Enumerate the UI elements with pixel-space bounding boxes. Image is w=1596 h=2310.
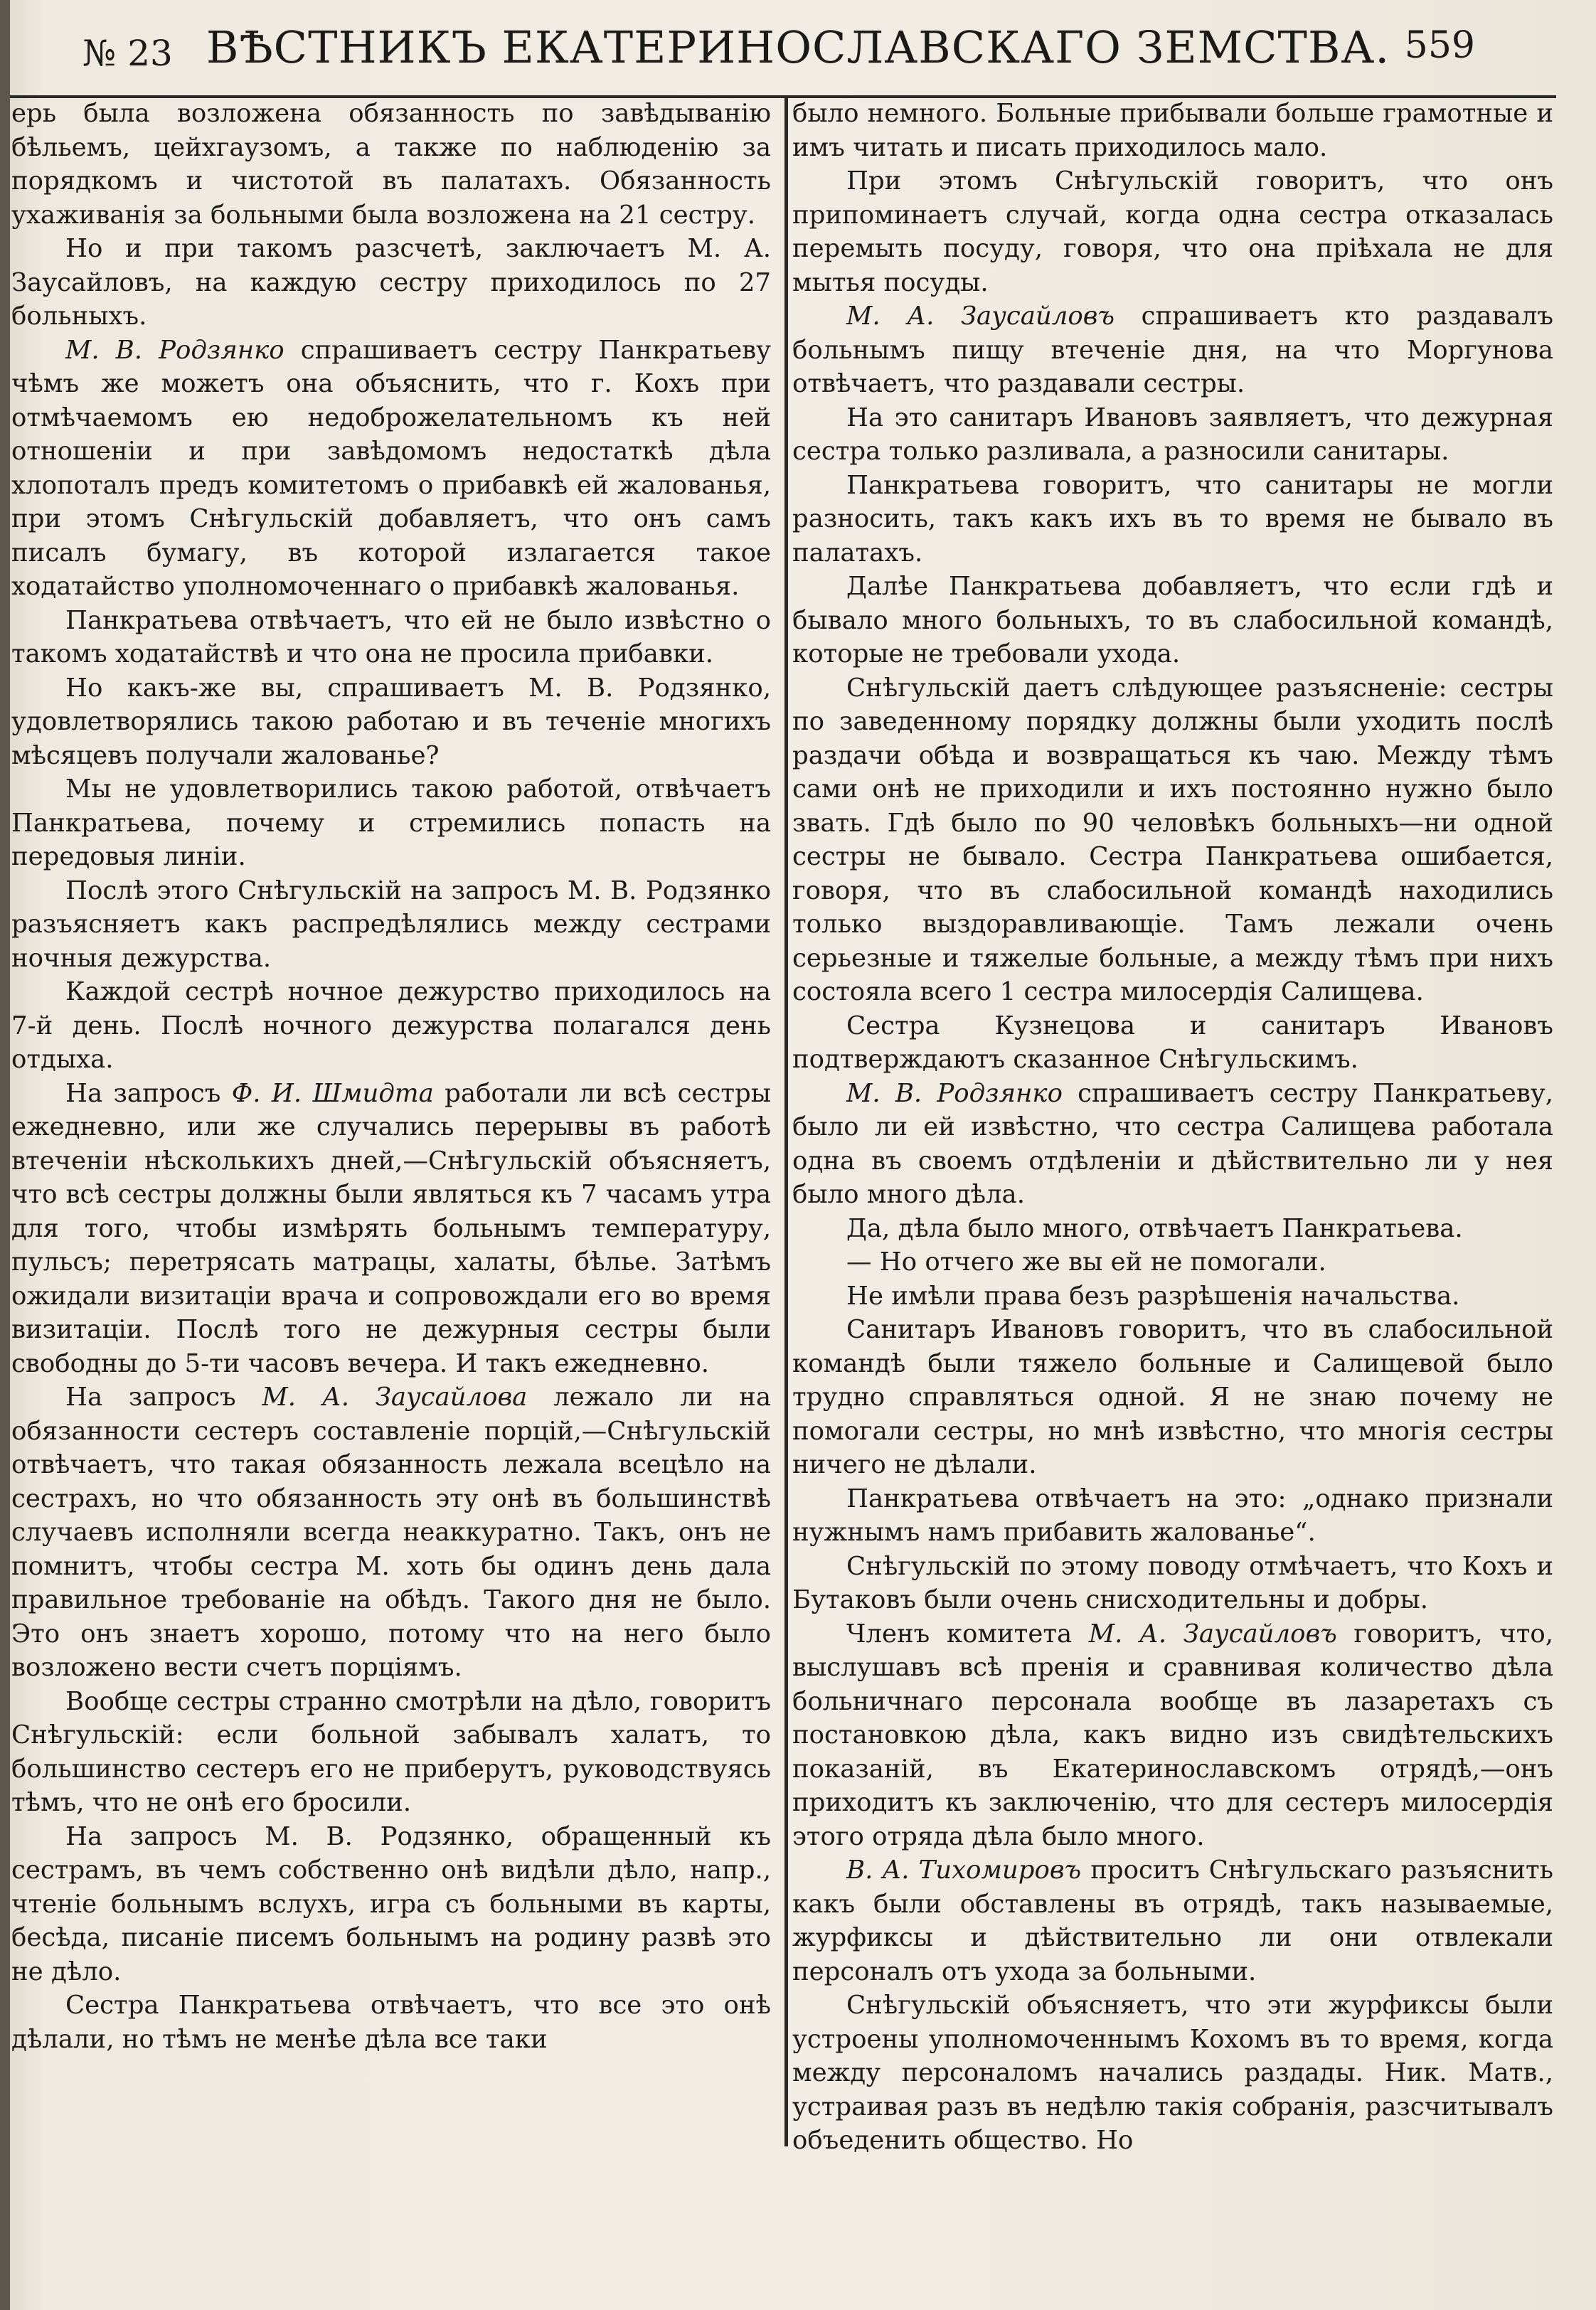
- paragraph-text: Но какъ-же вы, спрашиваетъ М. В. Родзянко, удовлетворялись такою работаю и въ теченіе многихъ мѣсяцевъ получали жалованье?: [11, 673, 771, 770]
- paragraph: [11, 772, 771, 874]
- paragraph: [792, 469, 1553, 570]
- paragraph: [11, 1380, 771, 1685]
- paragraph-text: — Но отчего же вы ей не помогали.: [846, 1247, 1326, 1277]
- paragraph-text: На запросъ М. В. Родзянко, обращенный къ сестрамъ, въ чемъ собственно онѣ видѣли дѣло, напр., чтеніе больнымъ вслухъ, игра съ больными въ карты, бесѣда, писаніе писемъ больнымъ на родину развѣ это не дѣло.: [11, 1821, 771, 1986]
- paragraph: [792, 1009, 1553, 1077]
- paragraph: [792, 1482, 1553, 1550]
- paragraph-text: Сестра Кузнецова и санитаръ Ивановъ подтверждаютъ сказанное Снѣгульскимъ.: [792, 1011, 1553, 1074]
- paragraph-text: Сестра Панкратьева отвѣчаетъ, что все это онѣ дѣлали, но тѣмъ не менѣе дѣла все таки: [11, 1991, 771, 2054]
- paragraph: [11, 874, 771, 976]
- journal-title: ВѢСТНИКЪ ЕКАТЕРИНОСЛАВСКАГО ЗЕМСТВА.: [206, 21, 1390, 73]
- paragraph-text: Послѣ этого Снѣгульскій на запросъ М. В. Родзянко разъясняетъ какъ распредѣлялись между сестрами ночныя дежурства.: [11, 875, 771, 973]
- paragraph: [792, 1279, 1553, 1314]
- paragraph: [792, 1077, 1553, 1212]
- page-header: [43, 9, 1553, 94]
- paragraph-text: На запросъ: [65, 1383, 262, 1412]
- paragraph: [11, 1077, 771, 1381]
- paragraph: [11, 975, 771, 1077]
- paragraph: [792, 1212, 1553, 1246]
- paragraph: [11, 671, 771, 773]
- paragraph-text: Снѣгульскій объясняетъ, что эти журфиксы были устроены уполномоченнымъ Кохомъ въ то время, когда между персоналомъ начались раздады. Ник. Матв., устраивая разъ въ недѣлю такія собранія, разсчитывалъ объеденить общество. Но: [792, 1991, 1553, 2155]
- paragraph-text: Панкратьева говоритъ, что санитары не могли разносить, такъ какъ ихъ въ то время не бывало въ палатахъ.: [792, 470, 1553, 568]
- paragraph-text: Снѣгульскій даетъ слѣдующее разъясненіе: сестры по заведенному порядку должны были уходить послѣ раздачи обѣда и возвращаться къ чаю. Между тѣмъ сами онѣ не приходили и ихъ постоянно нужно было звать. Гдѣ было по 90 человѣкъ больныхъ—ни одной сестры не бывало. Сестра Панкратьева ошибается, говоря, что въ слабосильной командѣ находились только выздоравливающіе. Тамъ лежали очень серьезные и тяжелые больные, а между тѣмъ при нихъ состояла всего 1 сестра милосердія Салищева.: [792, 673, 1553, 1006]
- binding-edge: [0, 0, 10, 2310]
- speaker-name: В. А. Тихомировъ: [846, 1856, 1082, 1885]
- paragraph: [792, 1245, 1553, 1279]
- paragraph: [792, 299, 1553, 401]
- paragraph-text: Панкратьева отвѣчаетъ на это: „однако признали нужнымъ намъ прибавить жалованье“.: [792, 1484, 1553, 1547]
- page-number: 559: [1404, 24, 1475, 67]
- paragraph: [11, 604, 771, 671]
- speaker-name: М. А. Заусайлова: [262, 1383, 528, 1412]
- paragraph: [792, 1853, 1553, 1989]
- paragraph: [792, 671, 1553, 1009]
- paragraph-text: Да, дѣла было много, отвѣчаетъ Панкратьева.: [846, 1213, 1463, 1243]
- paragraph: [11, 1989, 771, 2056]
- paragraph-text: Членъ комитета: [846, 1619, 1089, 1649]
- paragraph: [792, 1989, 1553, 2158]
- left-column: [11, 97, 771, 2056]
- paragraph: [11, 1820, 771, 1989]
- right-column: [792, 97, 1553, 2158]
- paragraph: [11, 334, 771, 604]
- paragraph: [792, 164, 1553, 299]
- paragraph-text: спрашиваетъ сестру Панкратьеву чѣмъ же можетъ она объяснить, что г. Кохъ при отмѣчаемомъ ею недоброжелательномъ къ ней отношеніи и при завѣдомомъ недостаткѣ дѣла хлопоталъ предъ комитетомъ о прибавкѣ ей жалованья, при этомъ Снѣгульскій добавляетъ, что онъ самъ писалъ бумагу, въ которой излагается такое ходатайство уполномоченнаго о прибавкѣ жалованья.: [11, 335, 772, 601]
- speaker-name: Ф. И. Шмидта: [231, 1078, 434, 1108]
- speaker-name: М. В. Родзянко: [846, 1078, 1063, 1108]
- paragraph-text: Санитаръ Ивановъ говоритъ, что въ слабосильной командѣ были тяжело больные и Салищевой было трудно справляться одной. Я не знаю почему не помогали сестры, но мнѣ извѣстно, что многія сестры ничего не дѣлали.: [792, 1315, 1553, 1479]
- paragraph-text: Далѣе Панкратьева добавляетъ, что если гдѣ и бывало много больныхъ, то въ слабосильной командѣ, которые не требовали ухода.: [792, 572, 1553, 669]
- column-divider: [784, 98, 788, 2146]
- paragraph: [792, 570, 1553, 671]
- paragraph-text: При этомъ Снѣгульскій говоритъ, что онъ припоминаетъ случай, когда одна сестра отказалась перемыть посуду, говоря, что она пріѣхала не для мытья посуды.: [792, 166, 1553, 297]
- paragraph-text: Не имѣли права безъ разрѣшенія начальства.: [846, 1281, 1460, 1311]
- paragraph: [792, 97, 1553, 164]
- paragraph-text: Мы не удовлетворились такою работой, отвѣчаетъ Панкратьева, почему и стремились попасть на передовыя линіи.: [11, 775, 771, 871]
- paragraph-text: Вообще сестры странно смотрѣли на дѣло, говоритъ Снѣгульскій: если больной забывалъ халатъ, то большинство сестеръ его не приберутъ, руководствуясь тѣмъ, что не онѣ его бросили.: [11, 1686, 771, 1817]
- paragraph-text: На это санитаръ Ивановъ заявляетъ, что дежурная сестра только разливала, а разносили санитары.: [792, 403, 1553, 466]
- paragraph-text: Но и при такомъ разсчетѣ, заключаетъ М. А. Заусайловъ, на каждую сестру приходилось по 27 больныхъ.: [11, 234, 771, 331]
- paragraph-text: ерь была возложена обязанность по завѣдыванію бѣльемъ, цейхгаузомъ, а также по наблюденію за порядкомъ и чистотой въ палатахъ. Обязанность ухаживанія за больными была возложена на 21 сестру.: [11, 99, 771, 230]
- paragraph: [792, 1313, 1553, 1482]
- paragraph-text: Снѣгульскій по этому поводу отмѣчаетъ, что Кохъ и Бутаковъ были очень снисходительны и добры.: [792, 1551, 1553, 1614]
- paragraph: [792, 401, 1553, 469]
- paragraph-text: спрашиваетъ кто раздавалъ больнымъ пищу втеченіе дня, на что Моргунова отвѣчаетъ, что раздавали сестры.: [792, 302, 1553, 398]
- paragraph-text: спрашиваетъ сестру Панкратьеву, было ли ей извѣстно, что сестра Салищева работала одна въ своемъ отдѣленіи и дѣйствительно ли у нея было много дѣла.: [792, 1078, 1553, 1209]
- paragraph: [11, 232, 771, 334]
- issue-number: № 23: [83, 33, 173, 74]
- paragraph-text: было немного. Больные прибывали больше грамотные и имъ читать и писать приходилось мало.: [792, 99, 1553, 162]
- speaker-name: М. В. Родзянко: [65, 335, 284, 365]
- paragraph-text: Каждой сестрѣ ночное дежурство приходилось на 7-й день. Послѣ ночного дежурства полагался день отдыха.: [11, 977, 771, 1074]
- paragraph-text: работали ли всѣ сестры ежедневно, или же случались перерывы въ работѣ втеченіи нѣсколькихъ дней,—Снѣгульскій объясняетъ, что всѣ сестры должны были являться къ 7 часамъ утра для того, чтобы измѣрять больнымъ температуру, пульсъ; перетрясать матрацы, халаты, бѣлье. Затѣмъ ожидали визитаціи врача и сопровождали его во время визитаціи. Послѣ того не дежурныя сестры были свободны до 5-ти часовъ вечера. И такъ ежедневно.: [11, 1078, 772, 1378]
- paragraph: [11, 1685, 771, 1820]
- paragraph: [792, 1550, 1553, 1617]
- paragraph-text: проситъ Снѣгульскаго разъяснить какъ были обставлены въ отрядѣ, такъ называемые, журфиксы и дѣйствительно ли они отвлекали персоналъ отъ ухода за больными.: [792, 1856, 1554, 1986]
- speaker-name: М. А. Заусайловъ: [846, 302, 1115, 331]
- paragraph-text: Панкратьева отвѣчаетъ, что ей не было извѣстно о такомъ ходатайствѣ и что она не просила прибавки.: [11, 605, 771, 669]
- paragraph: [11, 97, 771, 232]
- paragraph-text: На запросъ: [65, 1078, 232, 1108]
- paragraph-text: говоритъ, что, выслушавъ всѣ пренія и сравнивая количество дѣла больничнаго персонала вообще въ лазаретахъ съ постановкою дѣла, какъ видно изъ свидѣтельскихъ показаній, въ Екатеринославскомъ отрядѣ,—онъ приходитъ къ заключенію, что для сестеръ милосердія этого отряда дѣла было много.: [792, 1619, 1553, 1851]
- paragraph-text: лежало ли на обязанности сестеръ составленіе порцій,—Снѣгульскій отвѣчаетъ, что такая обязанность лежала всецѣло на сестрахъ, но что обязанность эту онѣ въ большинствѣ случаевъ исполняли всегда неаккуратно. Такъ, онъ не помнитъ, чтобы сестра М. хоть бы одинъ день дала правильное требованіе на обѣдъ. Такого дня не было. Это онъ знаетъ хорошо, потому что на него было возложено вести счетъ порціямъ.: [11, 1383, 772, 1682]
- speaker-name: М. А. Заусайловъ: [1088, 1619, 1337, 1649]
- paragraph: [792, 1617, 1553, 1854]
